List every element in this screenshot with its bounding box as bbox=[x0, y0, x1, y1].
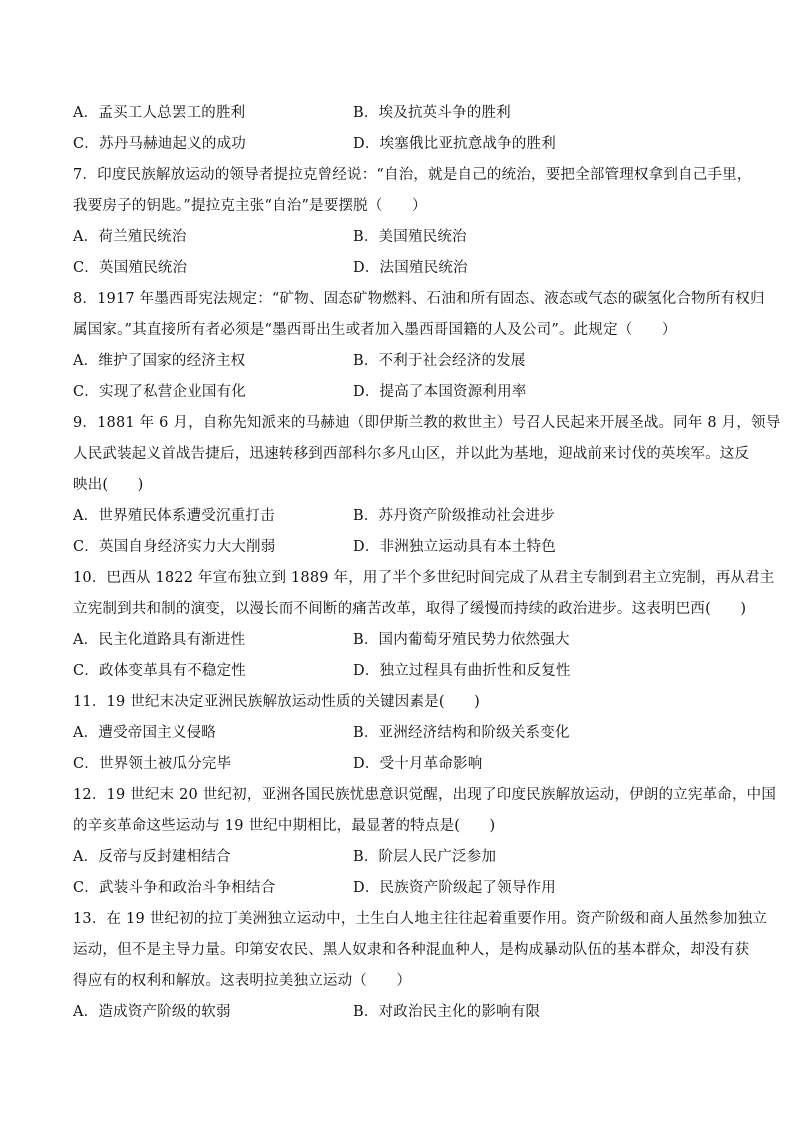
q12-option-c[interactable]: C．武装斗争和政治斗争相结合 bbox=[73, 880, 276, 896]
q12-option-b[interactable]: B．阶层人民广泛参加 bbox=[353, 849, 497, 865]
q9-stem-line-3: 映出( ) bbox=[73, 477, 144, 493]
q10-stem-line-2: 立宪制到共和制的演变，以漫长而不间断的痛苦改革，取得了缓慢而持续的政治进步。这表明巴西( ) bbox=[73, 601, 747, 617]
q11-options-row-2 bbox=[73, 749, 723, 780]
q9-options-row-1 bbox=[73, 501, 723, 532]
q13-stem-line-1: 13．在 19 世纪初的拉丁美洲独立运动中，土生白人地主往往起着重要作用。资产阶级和商人虽然参加独立 bbox=[73, 911, 768, 927]
question-list bbox=[73, 98, 781, 1028]
q13-option-a[interactable]: A．造成资产阶级的软弱 bbox=[73, 1004, 231, 1020]
q12-options-row-1 bbox=[73, 842, 723, 873]
q10-option-c[interactable]: C．政体变革具有不稳定性 bbox=[73, 663, 246, 679]
q13-stem-line-3: 得应有的权利和解放。这表明拉美独立运动（ ） bbox=[73, 973, 412, 989]
q9-option-d[interactable]: D．非洲独立运动具有本土特色 bbox=[353, 539, 556, 555]
q8-option-b[interactable]: B．不利于社会经济的发展 bbox=[353, 353, 526, 369]
q8-option-d[interactable]: D．提高了本国资源利用率 bbox=[353, 384, 527, 400]
q6-option-b[interactable]: B．埃及抗英斗争的胜利 bbox=[353, 105, 511, 121]
q6-options-row-2 bbox=[73, 129, 723, 160]
q6-option-c[interactable]: C．苏丹马赫迪起义的成功 bbox=[73, 136, 246, 152]
q12-option-a[interactable]: A．反帝与反封建相结合 bbox=[73, 849, 231, 865]
q11-option-a[interactable]: A．遭受帝国主义侵略 bbox=[73, 725, 216, 741]
q7-option-c[interactable]: C．英国殖民统治 bbox=[73, 260, 188, 276]
q10-option-b[interactable]: B．国内葡萄牙殖民势力依然强大 bbox=[353, 632, 570, 648]
q7-stem-line-2: 我要房子的钥匙。”提拉克主张“自治”是要摆脱（ ） bbox=[73, 198, 427, 214]
q10-stem-line-1: 10．巴西从 1822 年宣布独立到 1889 年，用了半个多世纪时间完成了从君主专制到君主立宪制，再从君主 bbox=[73, 570, 775, 586]
q6-option-a[interactable]: A．孟买工人总罢工的胜利 bbox=[73, 105, 246, 121]
q9-stem-line-2: 人民武装起义首战告捷后，迅速转移到西部科尔多凡山区，并以此为基地，迎战前来讨伐的英埃军。这反 bbox=[73, 446, 750, 462]
q12-option-d[interactable]: D．民族资产阶级起了领导作用 bbox=[353, 880, 556, 896]
q8-option-c[interactable]: C．实现了私营企业国有化 bbox=[73, 384, 246, 400]
q6-options-row-1 bbox=[73, 98, 723, 129]
q11-options-row-1 bbox=[73, 718, 723, 749]
q9-option-b[interactable]: B．苏丹资产阶级推动社会进步 bbox=[353, 508, 555, 524]
q7-option-b[interactable]: B．美国殖民统治 bbox=[353, 229, 467, 245]
q7-options-row-1 bbox=[73, 222, 723, 253]
q12-stem-line-2: 的辛亥革命这些运动与 19 世纪中期相比，最显著的特点是( ) bbox=[73, 818, 496, 834]
q9-option-c[interactable]: C．英国自身经济实力大大削弱 bbox=[73, 539, 276, 555]
q13-options-row-1 bbox=[73, 997, 723, 1028]
q8-options-row-2 bbox=[73, 377, 723, 408]
q12-options-row-2 bbox=[73, 873, 723, 904]
q11-option-c[interactable]: C．世界领土被瓜分完毕 bbox=[73, 756, 232, 772]
q11-option-d[interactable]: D．受十月革命影响 bbox=[353, 756, 483, 772]
q13-option-b[interactable]: B．对政治民主化的影响有限 bbox=[353, 1004, 541, 1020]
q13-stem-line-2: 运动，但不是主导力量。印第安农民、黑人奴隶和各种混血种人，是构成暴动队伍的基本群众，却没有获 bbox=[73, 942, 750, 958]
q9-stem-line-1: 9．1881 年 6 月，自称先知派来的马赫迪（即伊斯兰教的救世主）号召人民起来开展圣战。同年 8 月，领导 bbox=[73, 415, 781, 431]
q9-options-row-2 bbox=[73, 532, 723, 563]
q10-options-row-1 bbox=[73, 625, 723, 656]
q7-option-a[interactable]: A．荷兰殖民统治 bbox=[73, 229, 187, 245]
q11-option-b[interactable]: B．亚洲经济结构和阶级关系变化 bbox=[353, 725, 570, 741]
q10-option-d[interactable]: D．独立过程具有曲折性和反复性 bbox=[353, 663, 571, 679]
q8-option-a[interactable]: A．维护了国家的经济主权 bbox=[73, 353, 246, 369]
q11-stem-line-1: 11．19 世纪末决定亚洲民族解放运动性质的关键因素是( ) bbox=[73, 694, 481, 710]
q10-option-a[interactable]: A．民主化道路具有渐进性 bbox=[73, 632, 246, 648]
q8-stem-line-2: 属国家。”其直接所有者必须是“墨西哥出生或者加入墨西哥国籍的人及公司”。此规定（ ） bbox=[73, 322, 677, 338]
q6-option-d[interactable]: D．埃塞俄比亚抗意战争的胜利 bbox=[353, 136, 556, 152]
q8-stem-line-1: 8．1917 年墨西哥宪法规定：“矿物、固态矿物燃料、石油和所有固态、液态或气态的碳氢化合物所有权归 bbox=[73, 291, 765, 307]
q9-option-a[interactable]: A．世界殖民体系遭受沉重打击 bbox=[73, 508, 275, 524]
q7-stem-line-1: 7．印度民族解放运动的领导者提拉克曾经说：“自治，就是自己的统治，要把全部管理权拿到自己手里， bbox=[73, 167, 752, 183]
q12-stem-line-1: 12．19 世纪末 20 世纪初，亚洲各国民族忧患意识觉醒，出现了印度民族解放运动，伊朗的立宪革命，中国 bbox=[73, 787, 777, 803]
q10-options-row-2 bbox=[73, 656, 723, 687]
q7-option-d[interactable]: D．法国殖民统治 bbox=[353, 260, 468, 276]
q7-options-row-2 bbox=[73, 253, 723, 284]
q8-options-row-1 bbox=[73, 346, 723, 377]
